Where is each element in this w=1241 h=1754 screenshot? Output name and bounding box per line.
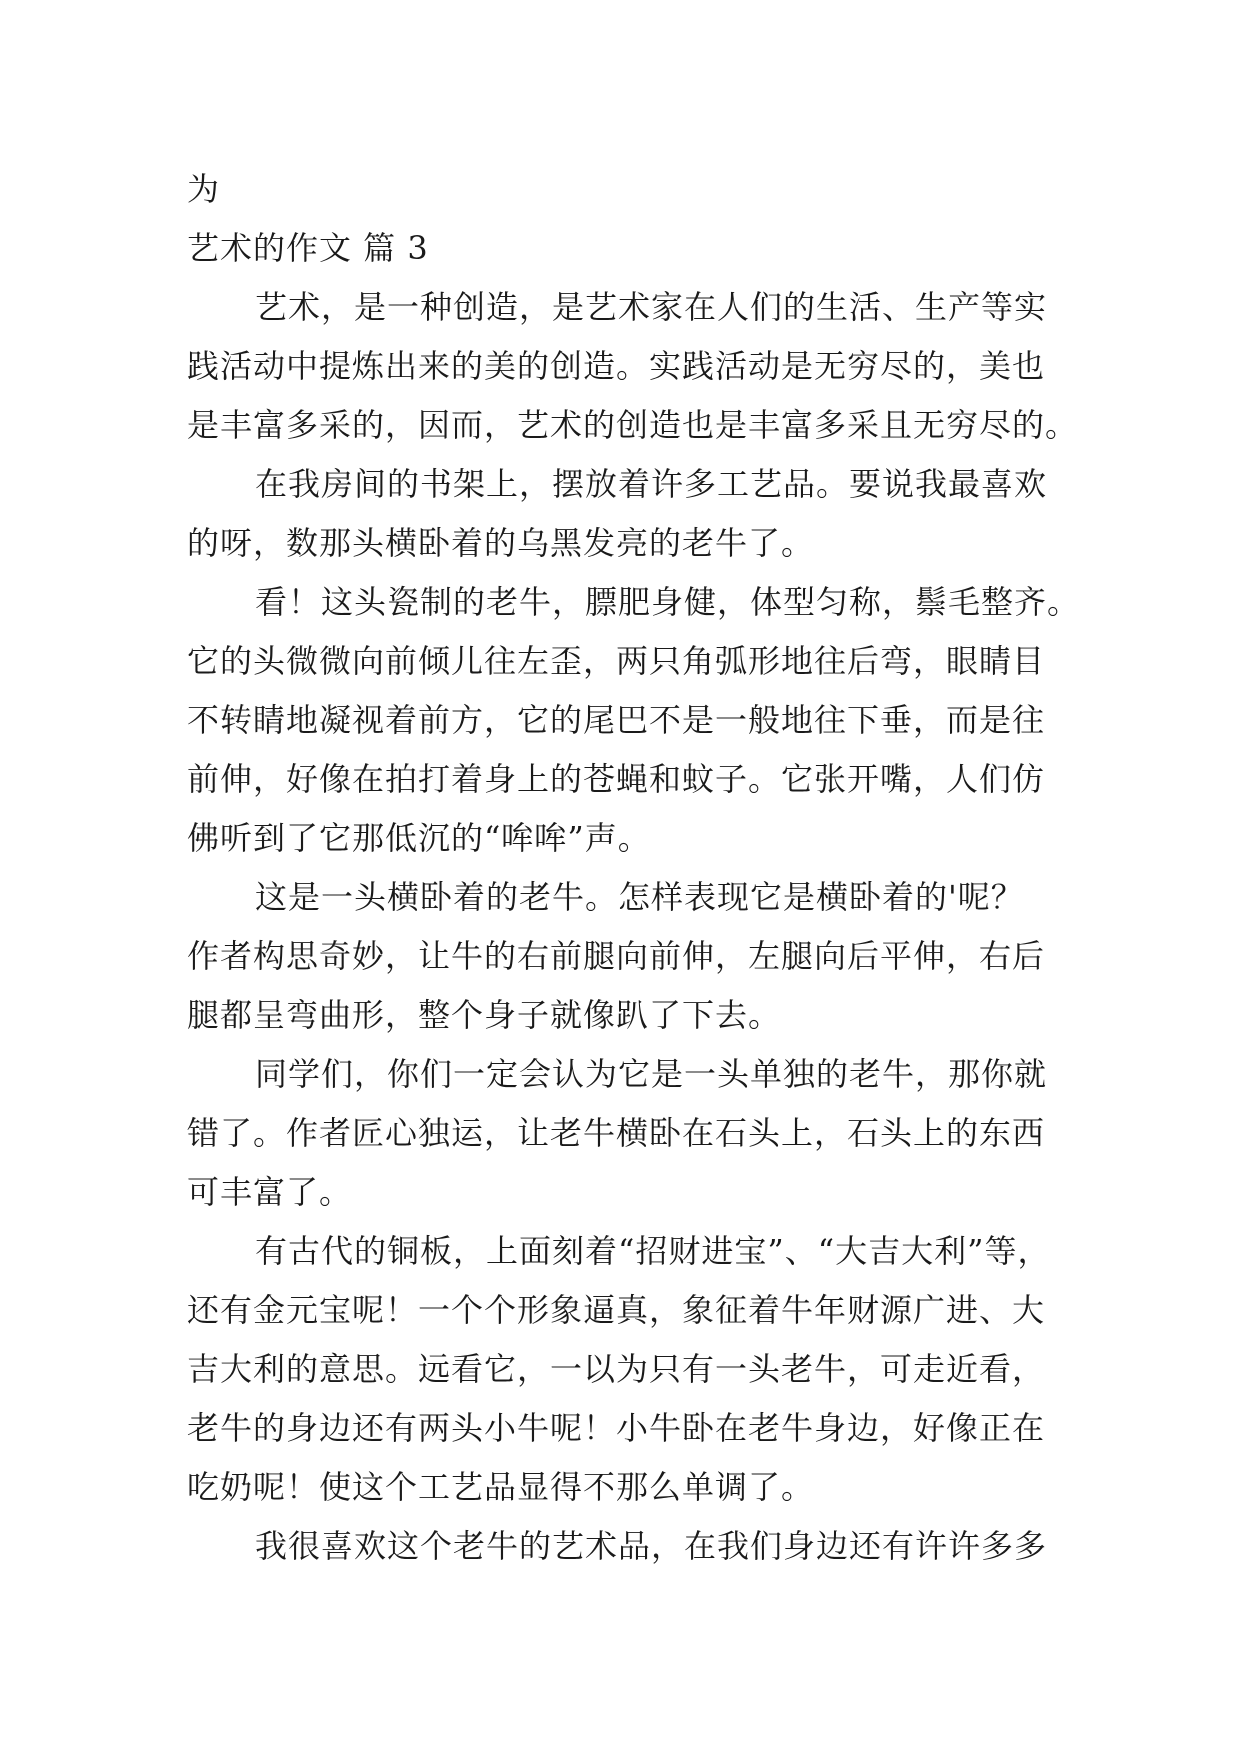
paragraph-line: 前伸，好像在拍打着身上的苍蝇和蚊子。它张开嘴，人们仿	[187, 760, 1046, 798]
paragraph-line: 是丰富多采的，因而，艺术的创造也是丰富多采且无穷尽的。	[187, 406, 1079, 444]
essay-heading: 艺术的作文 篇 3	[187, 229, 429, 267]
paragraph-line: 错了。作者匠心独运，让老牛横卧在石头上，石头上的东西	[187, 1114, 1046, 1152]
lead-fragment: 为	[187, 170, 221, 208]
paragraph-5	[187, 1045, 1057, 1222]
paragraph-line: 在我房间的书架上，摆放着许多工艺品。要说我最喜欢	[255, 465, 1048, 503]
paragraph-line: 践活动中提炼出来的美的创造。实践活动是无穷尽的，美也	[187, 347, 1046, 385]
paragraph-4	[187, 868, 1057, 1045]
paragraph-line: 看！这头瓷制的老牛，膘肥身健，体型匀称，鬃毛整齐。	[255, 583, 1081, 621]
paragraph-line: 老牛的身边还有两头小牛呢！小牛卧在老牛身边，好像正在	[187, 1409, 1046, 1447]
paragraph-line: 还有金元宝呢！一个个形象逼真，象征着牛年财源广进、大	[187, 1291, 1046, 1329]
paragraph-7	[187, 1517, 1057, 1576]
paragraph-line: 作者构思奇妙，让牛的右前腿向前伸，左腿向后平伸，右后	[187, 937, 1046, 975]
paragraph-line: 吃奶呢！使这个工艺品显得不那么单调了。	[187, 1468, 815, 1506]
paragraph-line: 有古代的铜板，上面刻着“招财进宝”、“大吉大利”等，	[255, 1232, 1051, 1270]
paragraph-line: 可丰富了。	[187, 1173, 353, 1211]
paragraph-2	[187, 455, 1057, 573]
paragraph-line: 艺术，是一种创造，是艺术家在人们的生活、生产等实	[255, 288, 1048, 326]
paragraph-line: 腿都呈弯曲形，整个身子就像趴了下去。	[187, 996, 782, 1034]
document-body	[187, 160, 1081, 1576]
paragraph-line: 这是一头横卧着的老牛。怎样表现它是横卧着的'呢？	[255, 878, 1024, 916]
paragraph-line: 的呀，数那头横卧着的乌黑发亮的老牛了。	[187, 524, 815, 562]
paragraph-line: 同学们，你们一定会认为它是一头单独的老牛，那你就	[255, 1055, 1048, 1093]
paragraph-line: 吉大利的意思。远看它，一以为只有一头老牛，可走近看，	[187, 1350, 1046, 1388]
paragraph-line: 我很喜欢这个老牛的艺术品，在我们身边还有许许多多	[255, 1527, 1048, 1565]
paragraph-3	[187, 573, 1081, 868]
paragraph-line: 不转睛地凝视着前方，它的尾巴不是一般地往下垂，而是往	[187, 701, 1046, 739]
paragraph-6	[187, 1222, 1057, 1517]
paragraph-line: 佛听到了它那低沉的“哞哞”声。	[187, 819, 651, 857]
paragraph-1	[187, 278, 1079, 455]
paragraph-line: 它的头微微向前倾儿往左歪，两只角弧形地往后弯，眼睛目	[187, 642, 1046, 680]
